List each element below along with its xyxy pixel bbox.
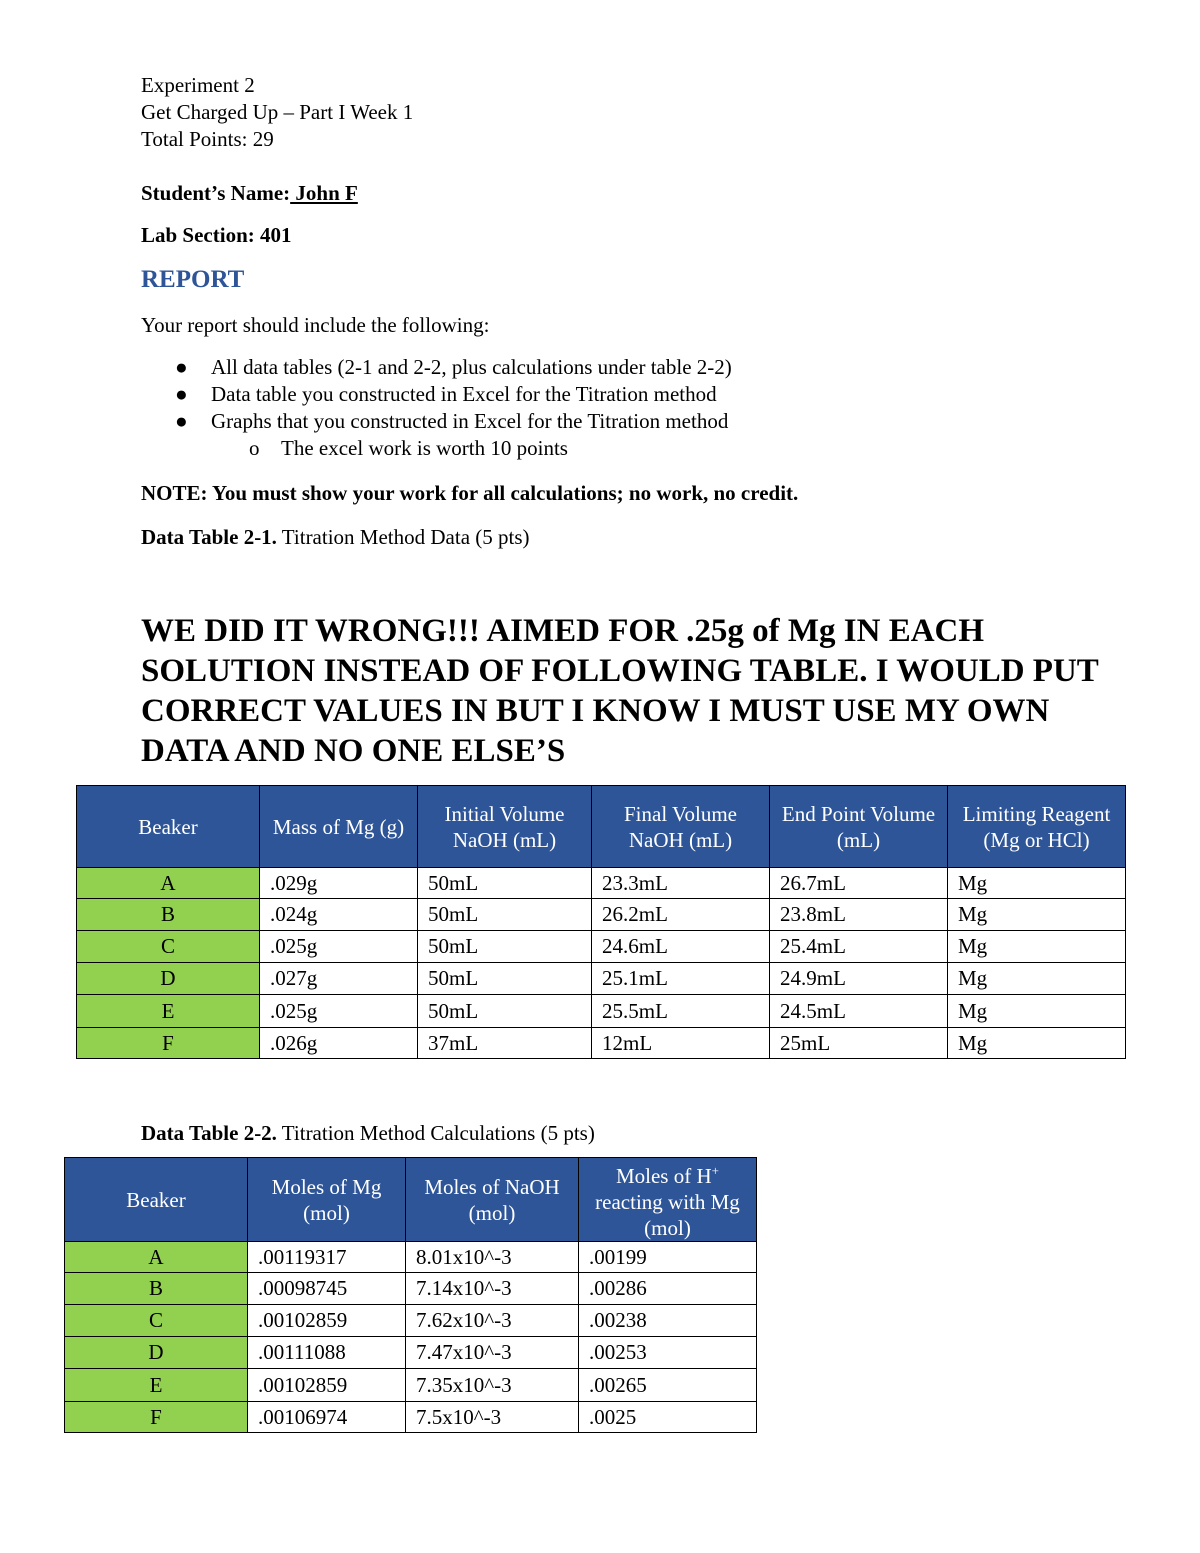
table-cell: .00265 [579, 1369, 757, 1402]
table-cell: Mg [948, 868, 1126, 899]
table-cell: 7.47x10^-3 [406, 1337, 579, 1369]
bullet-icon: ● [175, 409, 188, 433]
circle-bullet-icon: o [249, 436, 260, 460]
table-row [65, 1242, 757, 1273]
table-cell: .024g [260, 899, 418, 931]
table-cell: 24.6mL [592, 931, 770, 963]
column-header: Beaker [65, 1158, 248, 1242]
table-cell: Mg [948, 963, 1126, 995]
table-cell: .00238 [579, 1305, 757, 1337]
titration-calculations-table [64, 1157, 757, 1433]
table-cell: 23.3mL [592, 868, 770, 899]
table-cell: 25.4mL [770, 931, 948, 963]
column-header: Mass of Mg (g) [260, 786, 418, 868]
report-intro: Your report should include the following: [141, 313, 490, 337]
table-row [65, 1337, 757, 1369]
table-row [65, 1369, 757, 1402]
table-cell: Mg [948, 931, 1126, 963]
table-cell: 7.62x10^-3 [406, 1305, 579, 1337]
table-cell: 24.9mL [770, 963, 948, 995]
table-cell: .00119317 [248, 1242, 406, 1273]
table-cell: .027g [260, 963, 418, 995]
column-header: Final Volume NaOH (mL) [592, 786, 770, 868]
table-header-row [65, 1158, 757, 1242]
table-cell: 7.5x10^-3 [406, 1402, 579, 1433]
beaker-cell: B [65, 1273, 248, 1305]
table-cell: .00102859 [248, 1369, 406, 1402]
student-name-label: Student’s Name: [141, 181, 291, 205]
table-cell: .00286 [579, 1273, 757, 1305]
warning-message: WE DID IT WRONG!!! AIMED FOR .25g of Mg IN EACH SOLUTION INSTEAD OF FOLLOWING TABLE. I WOULD PUT CORRECT VALUES IN BUT I KNOW I MUST USE MY OWN DATA AND NO ONE ELSE’S [141, 613, 1099, 769]
table-cell: 25.1mL [592, 963, 770, 995]
table-header-row [77, 786, 1126, 868]
table-row [65, 1305, 757, 1337]
column-header: Moles of NaOH (mol) [406, 1158, 579, 1242]
column-header: Moles of H+ reacting with Mg (mol) [579, 1158, 757, 1242]
table-cell: Mg [948, 995, 1126, 1028]
beaker-cell: C [77, 931, 260, 963]
table-cell: .025g [260, 931, 418, 963]
table-cell: 12mL [592, 1028, 770, 1059]
table-cell: .00106974 [248, 1402, 406, 1433]
table-cell: 25.5mL [592, 995, 770, 1028]
table-row [65, 1402, 757, 1433]
table2-caption: Data Table 2-2. Titration Method Calculations (5 pts) [141, 1121, 595, 1145]
column-header: End Point Volume (mL) [770, 786, 948, 868]
experiment-subtitle: Get Charged Up – Part I Week 1 [141, 100, 414, 124]
report-heading: REPORT [141, 266, 245, 293]
beaker-cell: E [77, 995, 260, 1028]
beaker-cell: D [77, 963, 260, 995]
lab-section: Lab Section: 401 [141, 223, 292, 247]
beaker-cell: E [65, 1369, 248, 1402]
table-cell: 50mL [418, 963, 592, 995]
bullet-icon: ● [175, 355, 188, 379]
column-header: Initial Volume NaOH (mL) [418, 786, 592, 868]
beaker-cell: F [65, 1402, 248, 1433]
table-cell: .00253 [579, 1337, 757, 1369]
bullet-icon: ● [175, 382, 188, 406]
list-item: ● Data table you constructed in Excel for the Titration method [175, 382, 717, 406]
table-row [77, 1028, 1126, 1059]
table-cell: 24.5mL [770, 995, 948, 1028]
titration-data-table [76, 785, 1126, 1059]
table-cell: 8.01x10^-3 [406, 1242, 579, 1273]
table-cell: .00102859 [248, 1305, 406, 1337]
table-cell: 7.35x10^-3 [406, 1369, 579, 1402]
table-cell: 25mL [770, 1028, 948, 1059]
beaker-cell: F [77, 1028, 260, 1059]
table1-caption: Data Table 2-1. Titration Method Data (5 pts) [141, 525, 530, 549]
total-points: Total Points: 29 [141, 127, 274, 151]
table-cell: .025g [260, 995, 418, 1028]
table-cell: Mg [948, 1028, 1126, 1059]
column-header: Beaker [77, 786, 260, 868]
table-cell: 50mL [418, 899, 592, 931]
table-cell: .029g [260, 868, 418, 899]
beaker-cell: D [65, 1337, 248, 1369]
table-cell: 50mL [418, 931, 592, 963]
beaker-cell: B [77, 899, 260, 931]
table-row [77, 931, 1126, 963]
column-header: Limiting Reagent (Mg or HCl) [948, 786, 1126, 868]
table-cell: 37mL [418, 1028, 592, 1059]
table-cell: 23.8mL [770, 899, 948, 931]
table-row [77, 963, 1126, 995]
table-cell: .00098745 [248, 1273, 406, 1305]
table-cell: .00199 [579, 1242, 757, 1273]
student-name-value: John F [290, 181, 358, 205]
table-cell: Mg [948, 899, 1126, 931]
table-cell: 26.2mL [592, 899, 770, 931]
table-cell: 7.14x10^-3 [406, 1273, 579, 1305]
list-item: ● Graphs that you constructed in Excel for the Titration method [175, 409, 729, 433]
work-note: NOTE: You must show your work for all calculations; no work, no credit. [141, 481, 799, 505]
report-requirements-list [141, 354, 732, 462]
table-cell: .0025 [579, 1402, 757, 1433]
table-row [77, 899, 1126, 931]
beaker-cell: C [65, 1305, 248, 1337]
table-row [77, 868, 1126, 899]
table-row [65, 1273, 757, 1305]
table-cell: 50mL [418, 868, 592, 899]
table-cell: .026g [260, 1028, 418, 1059]
experiment-title: Experiment 2 [141, 73, 255, 97]
beaker-cell: A [77, 868, 260, 899]
table-cell: 50mL [418, 995, 592, 1028]
list-item: ● All data tables (2-1 and 2-2, plus calculations under table 2-2) [175, 355, 732, 379]
table-cell: .00111088 [248, 1337, 406, 1369]
table-cell: 26.7mL [770, 868, 948, 899]
column-header: Moles of Mg (mol) [248, 1158, 406, 1242]
student-name-line [141, 180, 358, 207]
table-row [77, 995, 1126, 1028]
sub-list-item: o The excel work is worth 10 points [249, 436, 568, 460]
beaker-cell: A [65, 1242, 248, 1273]
